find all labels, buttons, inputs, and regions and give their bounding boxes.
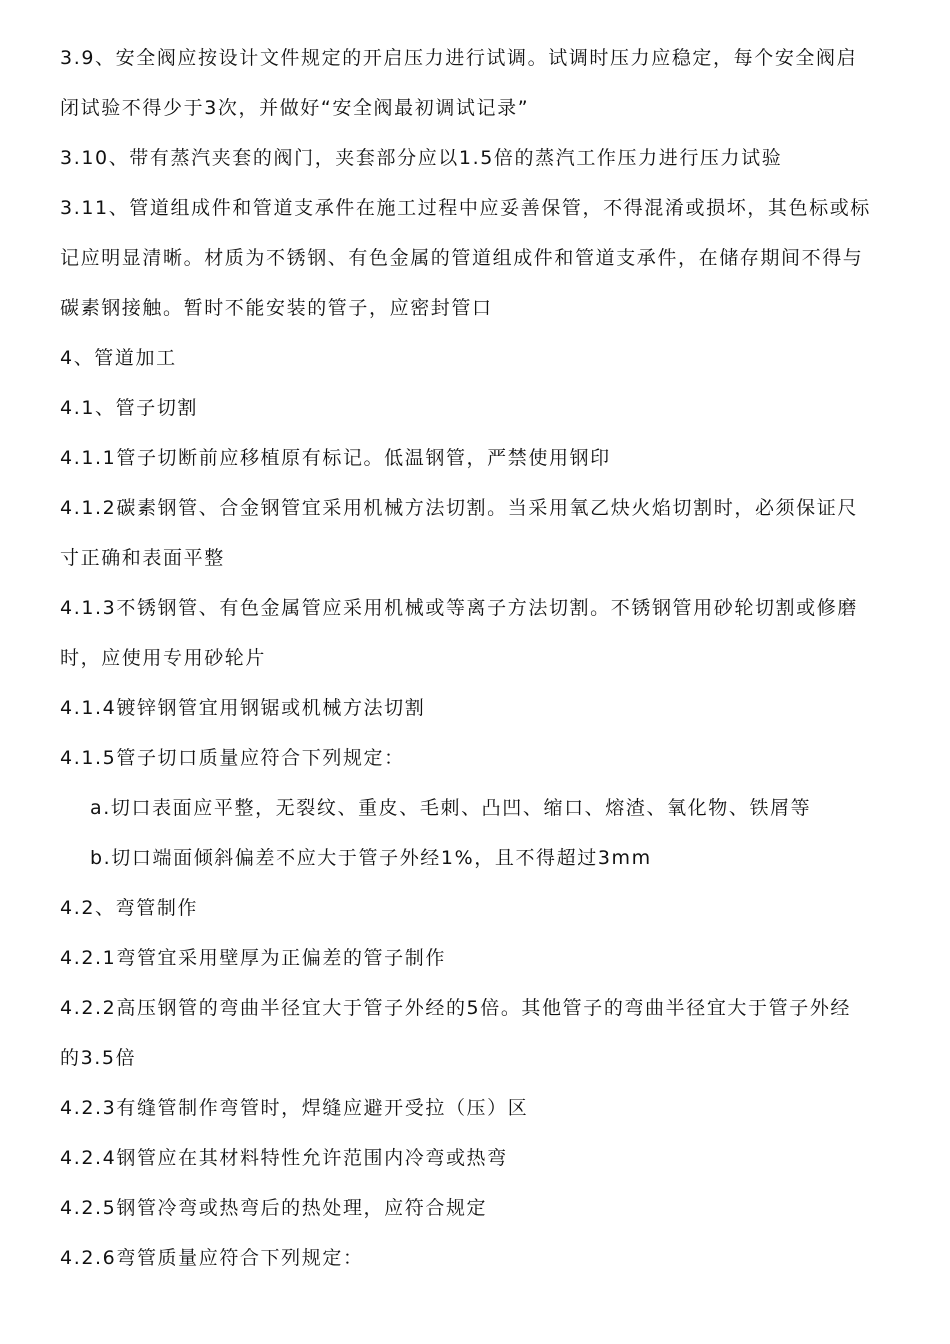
text-line: 4.2.5钢管冷弯或热弯后的热处理，应符合规定	[60, 1197, 488, 1219]
text-line: 4.2.3有缝管制作弯管时，焊缝应避开受拉（压）区	[60, 1097, 529, 1119]
text-line: 4.1.5管子切口质量应符合下列规定：	[60, 747, 405, 769]
text-line: 3.11、管道组成件和管道支承件在施工过程中应妥善保管，不得混淆或损坏，其色标或标	[60, 197, 871, 219]
text-line: 4.2.1弯管宜采用壁厚为正偏差的管子制作	[60, 947, 446, 969]
text-line: 4.1.2碳素钢管、合金钢管宜采用机械方法切割。当采用氧乙炔火焰切割时，必须保证尺	[60, 497, 858, 519]
list-item: b.切口端面倾斜偏差不应大于管子外经1%，且不得超过3mm	[90, 847, 652, 869]
text-line: 记应明显清晰。材质为不锈钢、有色金属的管道组成件和管道支承件，在储存期间不得与	[60, 247, 864, 269]
text-line: 闭试验不得少于3次，并做好“安全阀最初调试记录”	[60, 97, 530, 119]
list-item: a.切口表面应平整，无裂纹、重皮、毛刺、凸凹、缩口、熔渣、氧化物、铁屑等	[90, 797, 812, 819]
text-line: 4.1.4镀锌钢管宜用钢锯或机械方法切割	[60, 697, 426, 719]
text-line: 3.10、带有蒸汽夹套的阀门，夹套部分应以1.5倍的蒸汽工作压力进行压力试验	[60, 147, 783, 169]
text-line: 4.2.2高压钢管的弯曲半径宜大于管子外经的5倍。其他管子的弯曲半径宜大于管子外经	[60, 997, 852, 1019]
subsection-heading: 4.1、管子切割	[60, 397, 199, 419]
subsection-heading: 4.2、弯管制作	[60, 897, 199, 919]
text-line: 的3.5倍	[60, 1047, 137, 1069]
text-line: 4.2.6弯管质量应符合下列规定：	[60, 1247, 364, 1269]
section-heading: 4、管道加工	[60, 347, 177, 369]
text-line: 4.1.1管子切断前应移植原有标记。低温钢管，严禁使用钢印	[60, 447, 611, 469]
text-line: 寸正确和表面平整	[60, 547, 225, 569]
text-line: 碳素钢接触。暂时不能安装的管子，应密封管口	[60, 297, 493, 319]
text-line: 4.2.4钢管应在其材料特性允许范围内冷弯或热弯	[60, 1147, 508, 1169]
text-line: 4.1.3不锈钢管、有色金属管应采用机械或等离子方法切割。不锈钢管用砂轮切割或修磨	[60, 597, 858, 619]
text-line: 时，应使用专用砂轮片	[60, 647, 267, 669]
text-line: 3.9、安全阀应按设计文件规定的开启压力进行试调。试调时压力应稳定，每个安全阀启	[60, 47, 858, 69]
